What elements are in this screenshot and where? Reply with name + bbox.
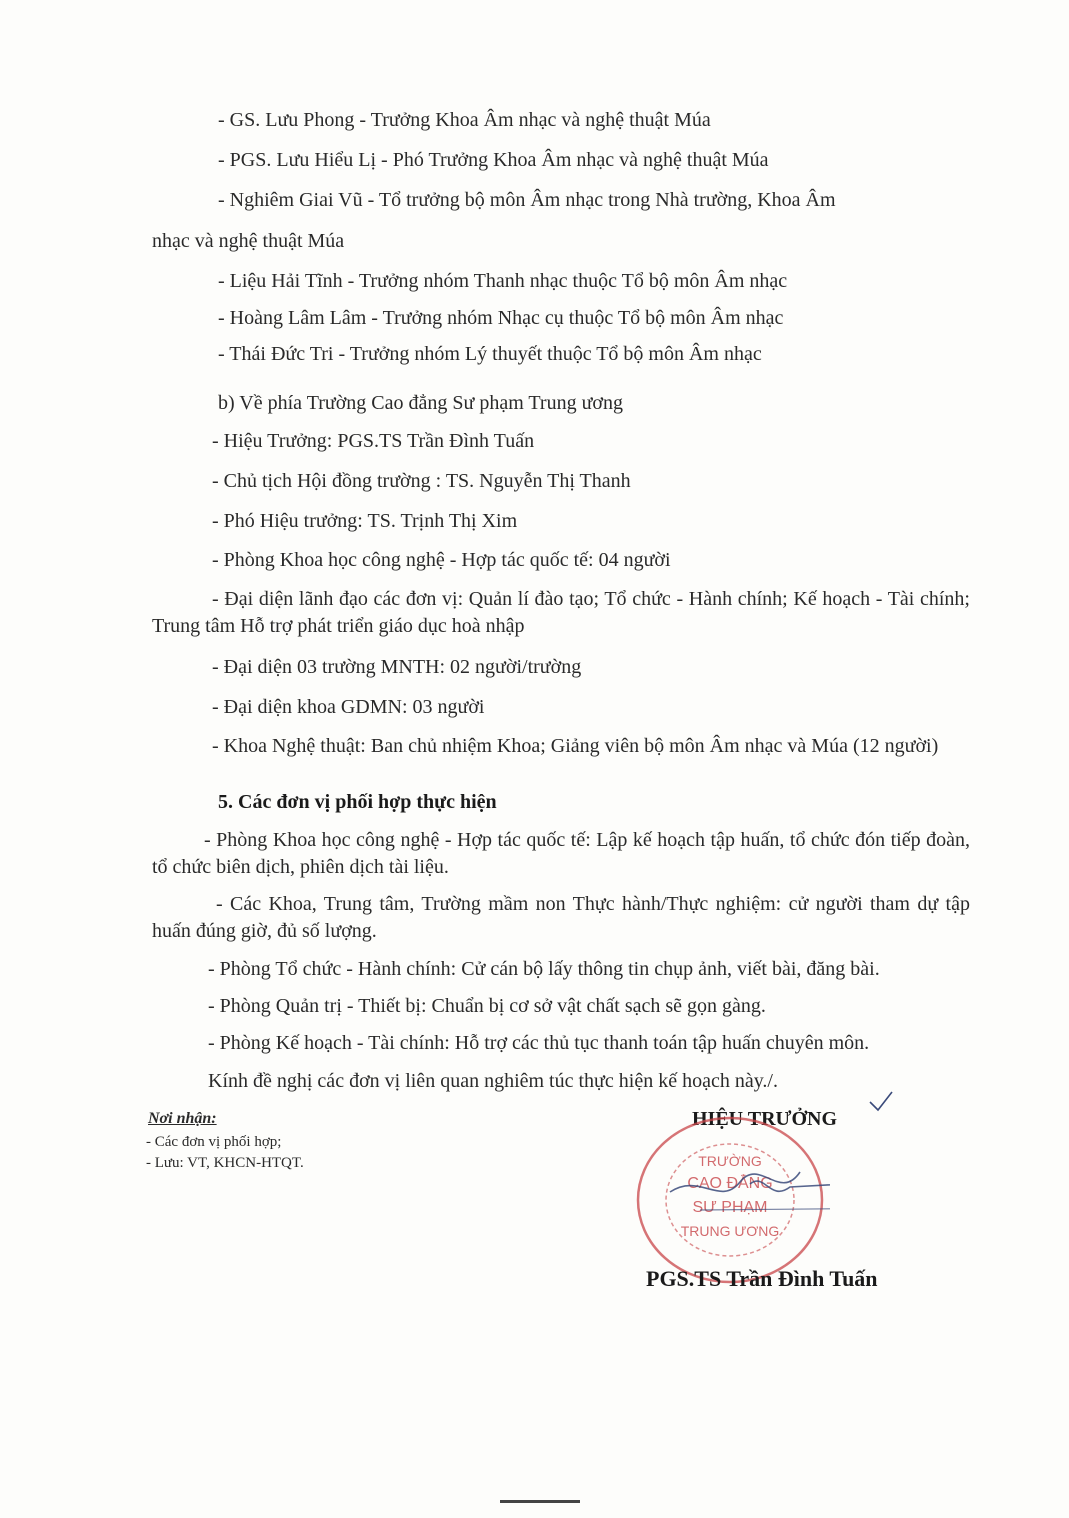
art-faculty-paragraph: - Khoa Nghệ thuật: Ban chủ nhiệm Khoa; Giảng viên bộ môn Âm nhạc và Múa (12 người) (212, 735, 939, 757)
participant-line: - Hoàng Lâm Lâm - Trưởng nhóm Nhạc cụ thuộc Tổ bộ môn Âm nhạc (218, 307, 784, 329)
task-line: - Phòng Quản trị - Thiết bị: Chuẩn bị cơ sở vật chất sạch sẽ gọn gàng. (208, 995, 766, 1017)
participant-line: - Hiệu Trưởng: PGS.TS Trần Đình Tuấn (212, 430, 535, 452)
participant-line: - GS. Lưu Phong - Trưởng Khoa Âm nhạc và nghệ thuật Múa (218, 109, 711, 131)
checkmark-icon (866, 1088, 896, 1118)
task-line: - Phòng Kế hoạch - Tài chính: Hỗ trợ các thủ tục thanh toán tập huấn chuyên môn. (208, 1032, 870, 1054)
task-paragraph: - Các Khoa, Trung tâm, Trường mầm non Thực hành/Thực nghiệm: cử người tham dự tập huấn đúng giờ, đủ số lượng. (152, 893, 970, 942)
participant-line-continuation: nhạc và nghệ thuật Múa (152, 230, 345, 252)
participant-line: - Liệu Hải Tĩnh - Trưởng nhóm Thanh nhạc thuộc Tổ bộ môn Âm nhạc (218, 270, 788, 292)
leaders-paragraph: - Đại diện lãnh đạo các đơn vị: Quản lí đào tạo; Tổ chức - Hành chính; Kế hoạch - Tài chính; Trung tâm Hỗ trợ phát triển giáo dục hoà nhập (152, 588, 970, 637)
official-stamp (630, 1112, 830, 1287)
participant-line: - Nghiêm Giai Vũ - Tổ trưởng bộ môn Âm nhạc trong Nhà trường, Khoa Âm (218, 189, 836, 211)
participant-line: - Thái Đức Tri - Trưởng nhóm Lý thuyết thuộc Tổ bộ môn Âm nhạc (218, 343, 762, 365)
signature-title: HIỆU TRƯỞNG (692, 1108, 838, 1130)
task-paragraph: - Phòng Khoa học công nghệ - Hợp tác quốc tế: Lập kế hoạch tập huấn, tổ chức đón tiếp đoàn, tổ chức biên dịch, phiên dịch tài liệu. (152, 829, 970, 878)
participant-line: - Chủ tịch Hội đồng trường : TS. Nguyễn Thị Thanh (212, 470, 631, 492)
signer-name: PGS.TS Trần Đình Tuấn (646, 1266, 878, 1291)
section-5-heading: 5. Các đơn vị phối hợp thực hiện (218, 791, 497, 813)
recipient-item: - Lưu: VT, KHCN-HTQT. (146, 1155, 304, 1171)
participant-line: - Đại diện khoa GDMN: 03 người (212, 696, 485, 718)
stamp-text-line: SƯ PHẠM (692, 1199, 768, 1216)
scan-edge-mark (500, 1500, 580, 1503)
recipients-title: Nơi nhận: (148, 1110, 217, 1127)
closing-line: Kính đề nghị các đơn vị liên quan nghiêm túc thực hiện kế hoạch này./. (208, 1070, 778, 1092)
section-b-title: b) Về phía Trường Cao đẳng Sư phạm Trung ương (218, 392, 623, 414)
participant-line: - Phòng Khoa học công nghệ - Hợp tác quốc tế: 04 người (212, 549, 671, 571)
participant-line: - Đại diện 03 trường MNTH: 02 người/trường (212, 656, 582, 678)
stamp-text-line: TRƯỜNG (698, 1153, 762, 1169)
recipient-item: - Các đơn vị phối hợp; (146, 1134, 282, 1150)
stamp-text-line: CAO ĐẲNG (687, 1175, 773, 1192)
participant-line: - Phó Hiệu trưởng: TS. Trịnh Thị Xim (212, 510, 518, 532)
task-line: - Phòng Tổ chức - Hành chính: Cử cán bộ lấy thông tin chụp ảnh, viết bài, đăng bài. (208, 958, 880, 980)
participant-line: - PGS. Lưu Hiểu Lị - Phó Trưởng Khoa Âm nhạc và nghệ thuật Múa (218, 149, 769, 171)
stamp-text-line: TRUNG ƯƠNG (680, 1223, 780, 1239)
